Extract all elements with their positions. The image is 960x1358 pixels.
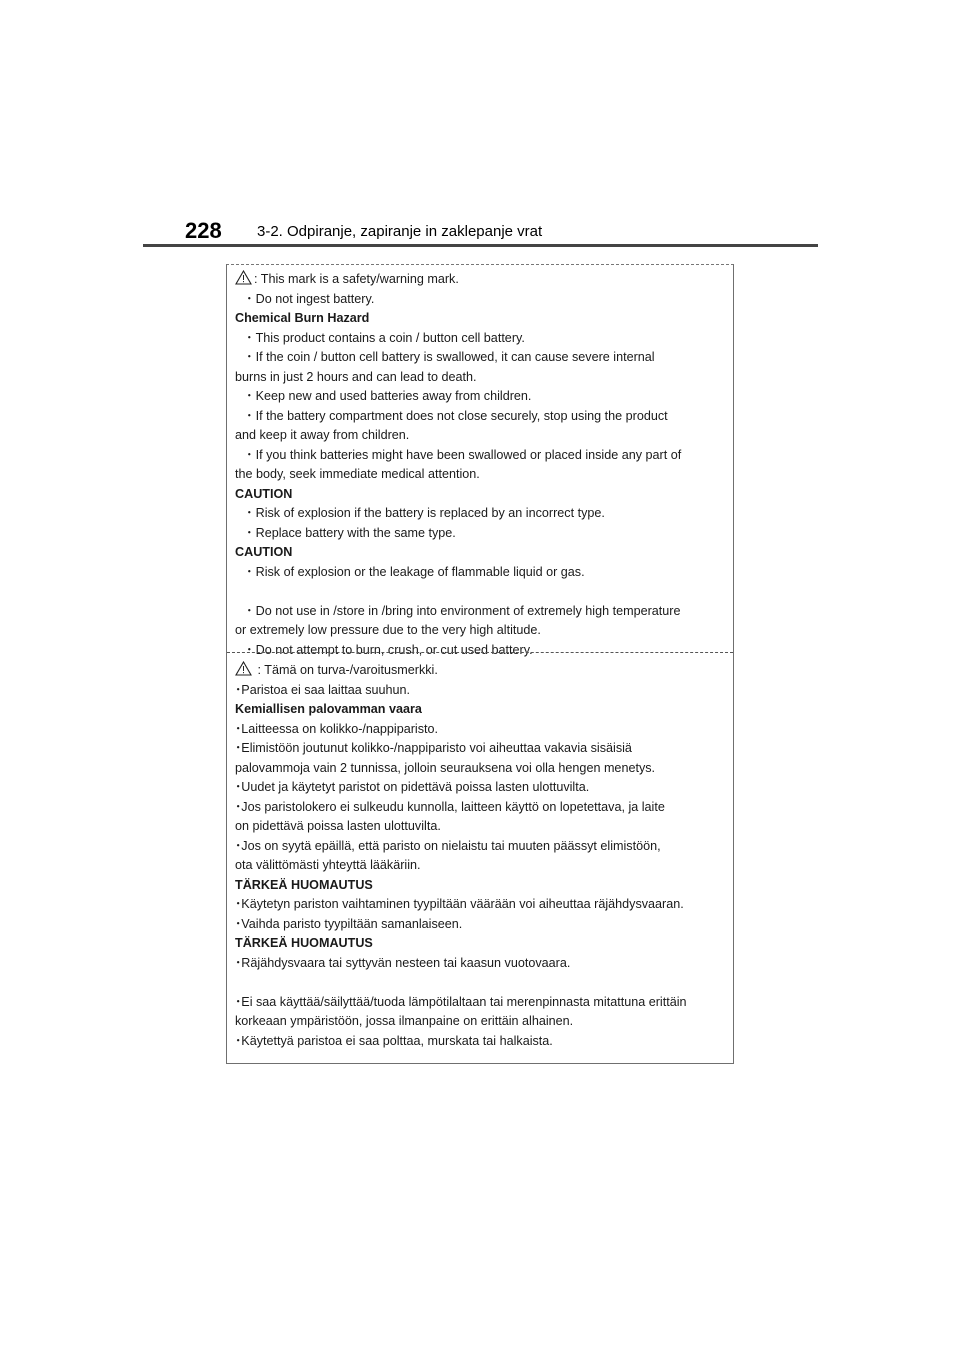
- blank-line: [235, 973, 727, 993]
- notice-line: korkeaan ympäristöön, jossa ilmanpaine on erittäin alhainen.: [235, 1014, 574, 1028]
- notice-line: ・Keep new and used batteries away from children.: [243, 389, 532, 403]
- notice-line: ･Uudet ja käytetyt paristot on pidettävä poissa lasten ulottuvilta.: [235, 780, 590, 794]
- notice-heading: TÄRKEÄ HUOMAUTUS: [235, 877, 373, 892]
- notice-line: ・If the battery compartment does not close securely, stop using the product: [243, 408, 668, 423]
- notice-finnish-lines: [235, 681, 727, 1052]
- notice-line: ・If the coin / button cell battery is swallowed, it can cause severe internal: [243, 350, 655, 364]
- warning-mark-text: : This mark is a safety/warning mark.: [254, 272, 459, 286]
- notice-line: the body, seek immediate medical attention.: [235, 467, 480, 481]
- notice-line: ・Do not use in /store in /bring into environment of extremely high temperature: [243, 603, 681, 618]
- notice-line: ota välittömästi yhteyttä lääkäriin.: [235, 858, 421, 872]
- notice-heading: Kemiallisen palovamman vaara: [235, 702, 422, 716]
- notice-finnish: [235, 661, 727, 1051]
- notice-line: ･Käytettyä paristoa ei saa polttaa, murskata tai halkaista.: [235, 1033, 553, 1048]
- notice-line: ･Jos paristolokero ei sulkeudu kunnolla, laitteen käyttö on lopetettava, ja laite: [235, 799, 665, 814]
- notice-line: ・Risk of explosion if the battery is replaced by an incorrect type.: [243, 506, 605, 520]
- notice-line: ･Elimistöön joutunut kolikko-/nappiparisto voi aiheuttaa vakavia sisäisiä: [235, 741, 632, 755]
- section-title: 3-2. Odpiranje, zapiranje in zaklepanje vrat: [257, 223, 543, 240]
- language-divider: [227, 652, 733, 653]
- notice-line: ･Paristoa ei saa laittaa suuhun.: [235, 682, 411, 697]
- notice-line: ･Käytetyn pariston vaihtaminen tyypiltään väärään voi aiheuttaa räjähdysvaaran.: [235, 897, 684, 911]
- notice-line: ･Ei saa käyttää/säilyttää/tuoda lämpötilaltaan tai merenpinnasta mitattuna erittäin: [235, 994, 687, 1009]
- notice-line: palovammoja vain 2 tunnissa, jolloin seurauksena voi olla hengen menetys.: [235, 760, 656, 775]
- notice-heading: CAUTION: [235, 486, 293, 501]
- warning-mark-line: [235, 270, 727, 290]
- notice-line: burns in just 2 hours and can lead to death.: [235, 369, 477, 384]
- notice-line: ･Vaihda paristo tyypiltään samanlaiseen.: [235, 916, 463, 931]
- notice-line: ･Räjähdysvaara tai syttyvän nesteen tai kaasun vuotovaara.: [235, 955, 571, 970]
- warning-mark-text: : Tämä on turva-/varoitusmerkki.: [254, 663, 438, 677]
- warning-triangle-icon: [235, 661, 252, 676]
- notice-heading: TÄRKEÄ HUOMAUTUS: [235, 936, 373, 950]
- warning-mark-line: [235, 661, 727, 681]
- notice-heading: CAUTION: [235, 545, 293, 559]
- page-number: 228: [185, 218, 222, 243]
- notice-line: ・Do not ingest battery.: [243, 291, 375, 306]
- notice-line: ・If you think batteries might have been swallowed or placed inside any part of: [243, 447, 682, 462]
- notice-line: ・This product contains a coin / button cell battery.: [243, 330, 525, 345]
- notice-line: or extremely low pressure due to the very high altitude.: [235, 623, 541, 637]
- blank-line: [235, 582, 727, 602]
- notice-line: and keep it away from children.: [235, 428, 410, 442]
- notice-heading: Chemical Burn Hazard: [235, 311, 370, 325]
- notice-line: ・Do not attempt to burn, crush, or cut used battery.: [243, 642, 533, 657]
- notice-line: ・Replace battery with the same type.: [243, 525, 456, 540]
- notice-english-lines: [235, 290, 727, 661]
- notice-line: on pidettävä poissa lasten ulottuvilta.: [235, 819, 441, 833]
- notice-line: ・Risk of explosion or the leakage of flammable liquid or gas.: [243, 564, 585, 579]
- header-rule: [143, 244, 818, 247]
- notice-line: ･Jos on syytä epäillä, että paristo on nielaistu tai muuten päässyt elimistöön,: [235, 838, 661, 853]
- warning-triangle-icon: [235, 270, 252, 285]
- notice-line: ･Laitteessa on kolikko-/nappiparisto.: [235, 721, 439, 736]
- notice-english: [235, 270, 727, 660]
- battery-warning-notice: [226, 264, 734, 1064]
